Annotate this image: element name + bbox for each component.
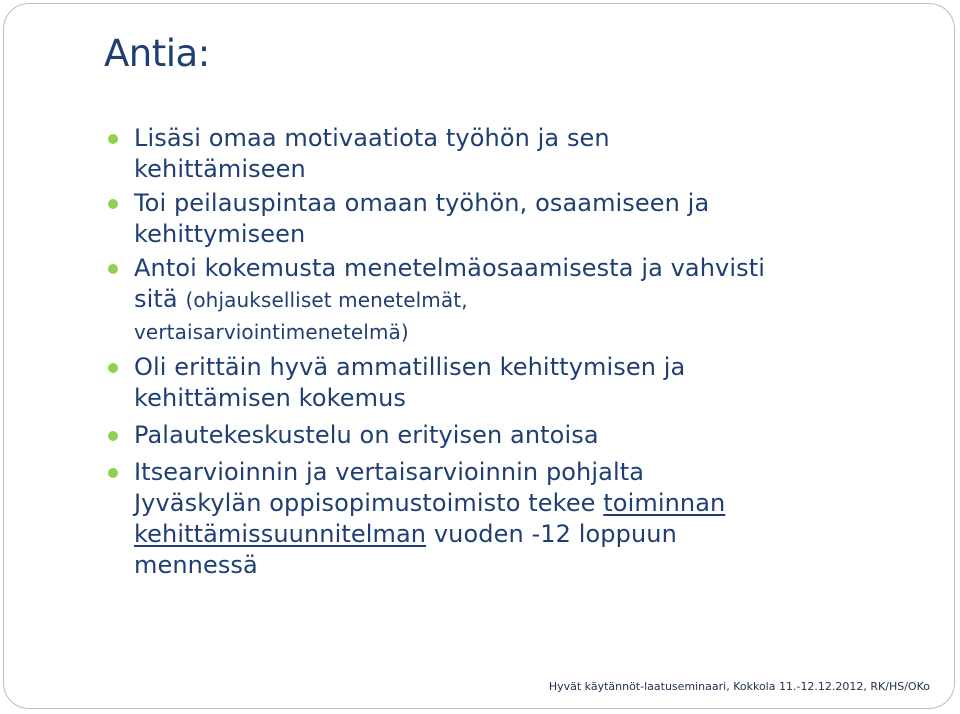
bullet-text-line: Itsearvioinnin ja vertaisarvioinnin pohjalta (134, 458, 645, 486)
bullet-dot-icon (108, 363, 118, 373)
bullet-text-line: mennessä (134, 551, 258, 579)
slide-title: Antia: (104, 32, 210, 75)
bullet-item (108, 253, 928, 348)
bullet-dot-icon (108, 199, 118, 209)
bullet-text-line: Palautekeskustelu on erityisen antoisa (134, 421, 599, 449)
slide-footer: Hyvät käytännöt-laatuseminaari, Kokkola 11.-12.12.2012, RK/HS/OKo (548, 680, 930, 693)
bullet-text-line: sitä (134, 285, 178, 313)
bullet-text-line: Oli erittäin hyvä ammatillisen kehittymisen ja (134, 353, 686, 381)
bullet-item (108, 457, 928, 581)
bullet-text-line: Toi peilauspintaa omaan työhön, osaamiseen ja (134, 189, 710, 217)
bullet-subtext: (ohjaukselliset menetelmät, (185, 288, 468, 312)
bullet-item (108, 123, 928, 185)
bullet-dot-icon (108, 264, 118, 274)
slide-frame (3, 3, 955, 709)
bullet-subtext: vertaisarviointimenetelmä) (134, 320, 409, 344)
underlined-text: kehittämissuunnitelman (134, 520, 427, 548)
bullet-item (108, 420, 928, 451)
underlined-text: toiminnan (603, 489, 726, 517)
bullet-list (108, 123, 928, 581)
bullet-text-line: kehittymiseen (134, 220, 306, 248)
bullet-text-line: kehittämisen kokemus (134, 384, 406, 412)
bullet-dot-icon (108, 431, 118, 441)
bullet-item (108, 352, 928, 414)
bullet-text-line: kehittämiseen (134, 155, 306, 183)
bullet-item (108, 188, 928, 250)
bullet-text-line: Lisäsi omaa motivaatiota työhön ja sen (134, 124, 610, 152)
bullet-text-line: Jyväskylän oppisopimustoimisto tekee (134, 489, 596, 517)
bullet-text-line: vuoden -12 loppuun (433, 520, 677, 548)
bullet-dot-icon (108, 134, 118, 144)
bullet-dot-icon (108, 468, 118, 478)
bullet-text-line: Antoi kokemusta menetelmäosaamisesta ja vahvisti (134, 254, 765, 282)
